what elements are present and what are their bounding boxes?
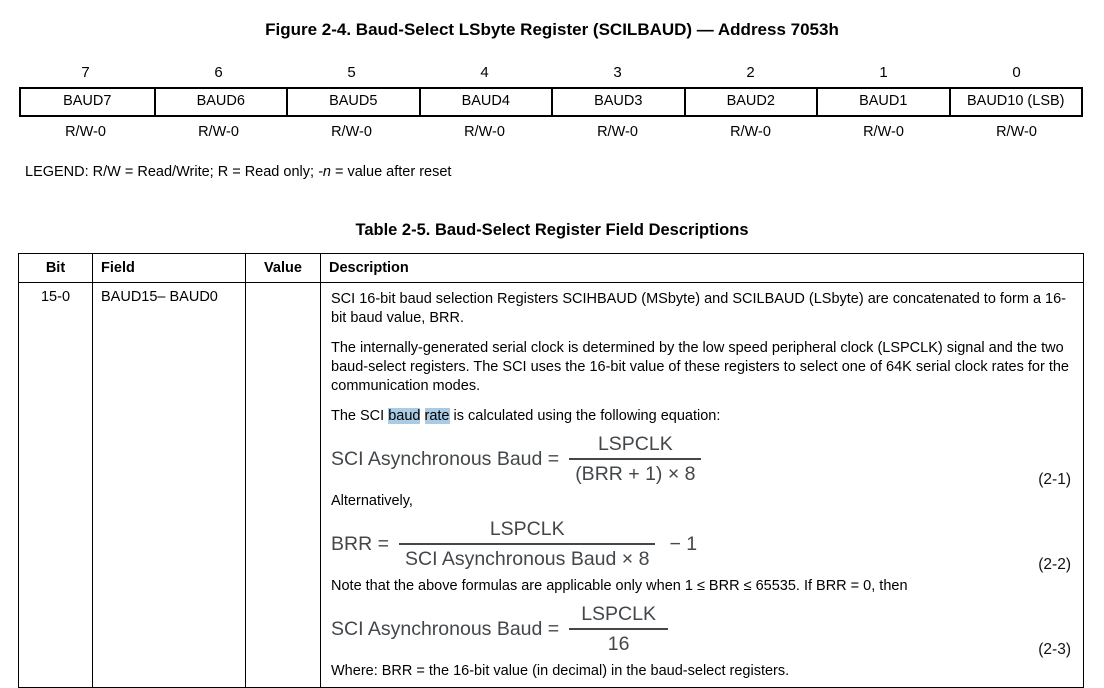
legend-text: = value after reset — [330, 164, 452, 180]
fraction — [399, 517, 655, 571]
table-row — [19, 283, 1084, 688]
legend-reset-n: -n — [318, 164, 331, 180]
access-label: R/W-0 — [198, 124, 239, 140]
equation-2-3 — [331, 602, 1073, 656]
table-header-row — [19, 254, 1084, 283]
register-field-cell: BAUD7 — [63, 93, 112, 109]
header-description: Description — [321, 254, 1084, 283]
bit-number: 3 — [613, 64, 622, 81]
legend-text: LEGEND: R/W = Read/Write; R = Read only; — [25, 164, 319, 180]
description-cell — [321, 283, 1084, 688]
register-field-cell: BAUD4 — [419, 89, 552, 115]
fraction-denominator: 16 — [607, 633, 630, 655]
header-field: Field — [93, 254, 246, 283]
header-value: Value — [246, 254, 321, 283]
equation-2-1 — [331, 432, 1073, 486]
register-field-cell: BAUD5 — [286, 89, 419, 115]
equation-lhs: SCI Asynchronous Baud = — [331, 448, 560, 470]
bit-number: 7 — [81, 64, 90, 81]
access-label: R/W-0 — [65, 124, 106, 140]
access-label: R/W-0 — [464, 124, 505, 140]
equation-lhs: SCI Asynchronous Baud = — [331, 618, 560, 640]
register-field-cell: BAUD10 (LSB) — [949, 89, 1082, 115]
fraction-denominator: (BRR + 1) × 8 — [575, 463, 696, 485]
access-label: R/W-0 — [597, 124, 638, 140]
register-field-cell: BAUD1 — [816, 89, 949, 115]
fraction-denominator: SCI Asynchronous Baud × 8 — [404, 548, 650, 570]
bit-number: 1 — [879, 64, 888, 81]
description-paragraph: The internally-generated serial clock is determined by the low speed peripheral clock (LSPCLK) signal and the two baud-select registers. The SCI uses the 16-bit value of these registers to select one of 64K serial clock rates for the communication modes. — [331, 340, 1069, 394]
paragraph-text — [420, 408, 424, 424]
equation-number: (2-1) — [1038, 471, 1071, 488]
register-field-cell: BAUD6 — [154, 89, 287, 115]
value-cell — [246, 283, 321, 688]
bit-value: 15-0 — [19, 283, 93, 688]
access-row — [19, 124, 1083, 140]
equation-2-2 — [331, 517, 1073, 571]
equation-lhs: BRR = — [331, 533, 389, 555]
fraction-numerator: LSPCLK — [399, 517, 655, 545]
paragraph-text: is calculated using the following equation: — [449, 408, 721, 424]
search-highlight: rate — [424, 408, 450, 424]
bit-number: 0 — [1012, 64, 1021, 81]
access-label: R/W-0 — [863, 124, 904, 140]
register-bit-diagram — [19, 64, 1083, 140]
table-title: Table 2-5. Baud-Select Register Field Descriptions — [355, 221, 749, 239]
equation-number: (2-3) — [1038, 641, 1071, 658]
access-label: R/W-0 — [331, 124, 372, 140]
field-descriptions-table — [18, 253, 1084, 688]
description-paragraph: Note that the above formulas are applicable only when 1 ≤ BRR ≤ 65535. If BRR = 0, then — [331, 578, 908, 594]
equation-number: (2-2) — [1038, 556, 1071, 573]
figure-title: Figure 2-4. Baud-Select LSbyte Register (SCILBAUD) — Address 7053h — [265, 20, 839, 39]
header-bit: Bit — [19, 254, 93, 283]
paragraph-text: The SCI — [331, 408, 389, 424]
description-paragraph — [331, 407, 1073, 426]
access-label: R/W-0 — [730, 124, 771, 140]
register-field-cell: BAUD2 — [684, 89, 817, 115]
fraction — [569, 602, 668, 656]
field-value: BAUD15– BAUD0 — [93, 283, 246, 688]
bit-number: 2 — [746, 64, 755, 81]
register-field-cell: BAUD3 — [551, 89, 684, 115]
register-legend — [25, 164, 1104, 180]
bit-number: 4 — [480, 64, 489, 81]
description-paragraph: Alternatively, — [331, 493, 413, 509]
access-label: R/W-0 — [996, 124, 1037, 140]
fraction-numerator: LSPCLK — [569, 432, 701, 460]
register-field-row — [19, 87, 1083, 117]
bit-number: 6 — [214, 64, 223, 81]
bit-numbers-row — [19, 64, 1083, 82]
equation-rhs: − 1 — [669, 533, 698, 555]
description-paragraph: SCI 16-bit baud selection Registers SCIHBAUD (MSbyte) and SCILBAUD (LSbyte) are concatenated to form a 16-bit baud value, BRR. — [331, 291, 1066, 326]
fraction-numerator: LSPCLK — [569, 602, 668, 630]
description-paragraph: Where: BRR = the 16-bit value (in decimal) in the baud-select registers. — [331, 663, 790, 679]
search-highlight: baud — [388, 408, 421, 424]
fraction — [569, 432, 701, 486]
bit-number: 5 — [347, 64, 356, 81]
